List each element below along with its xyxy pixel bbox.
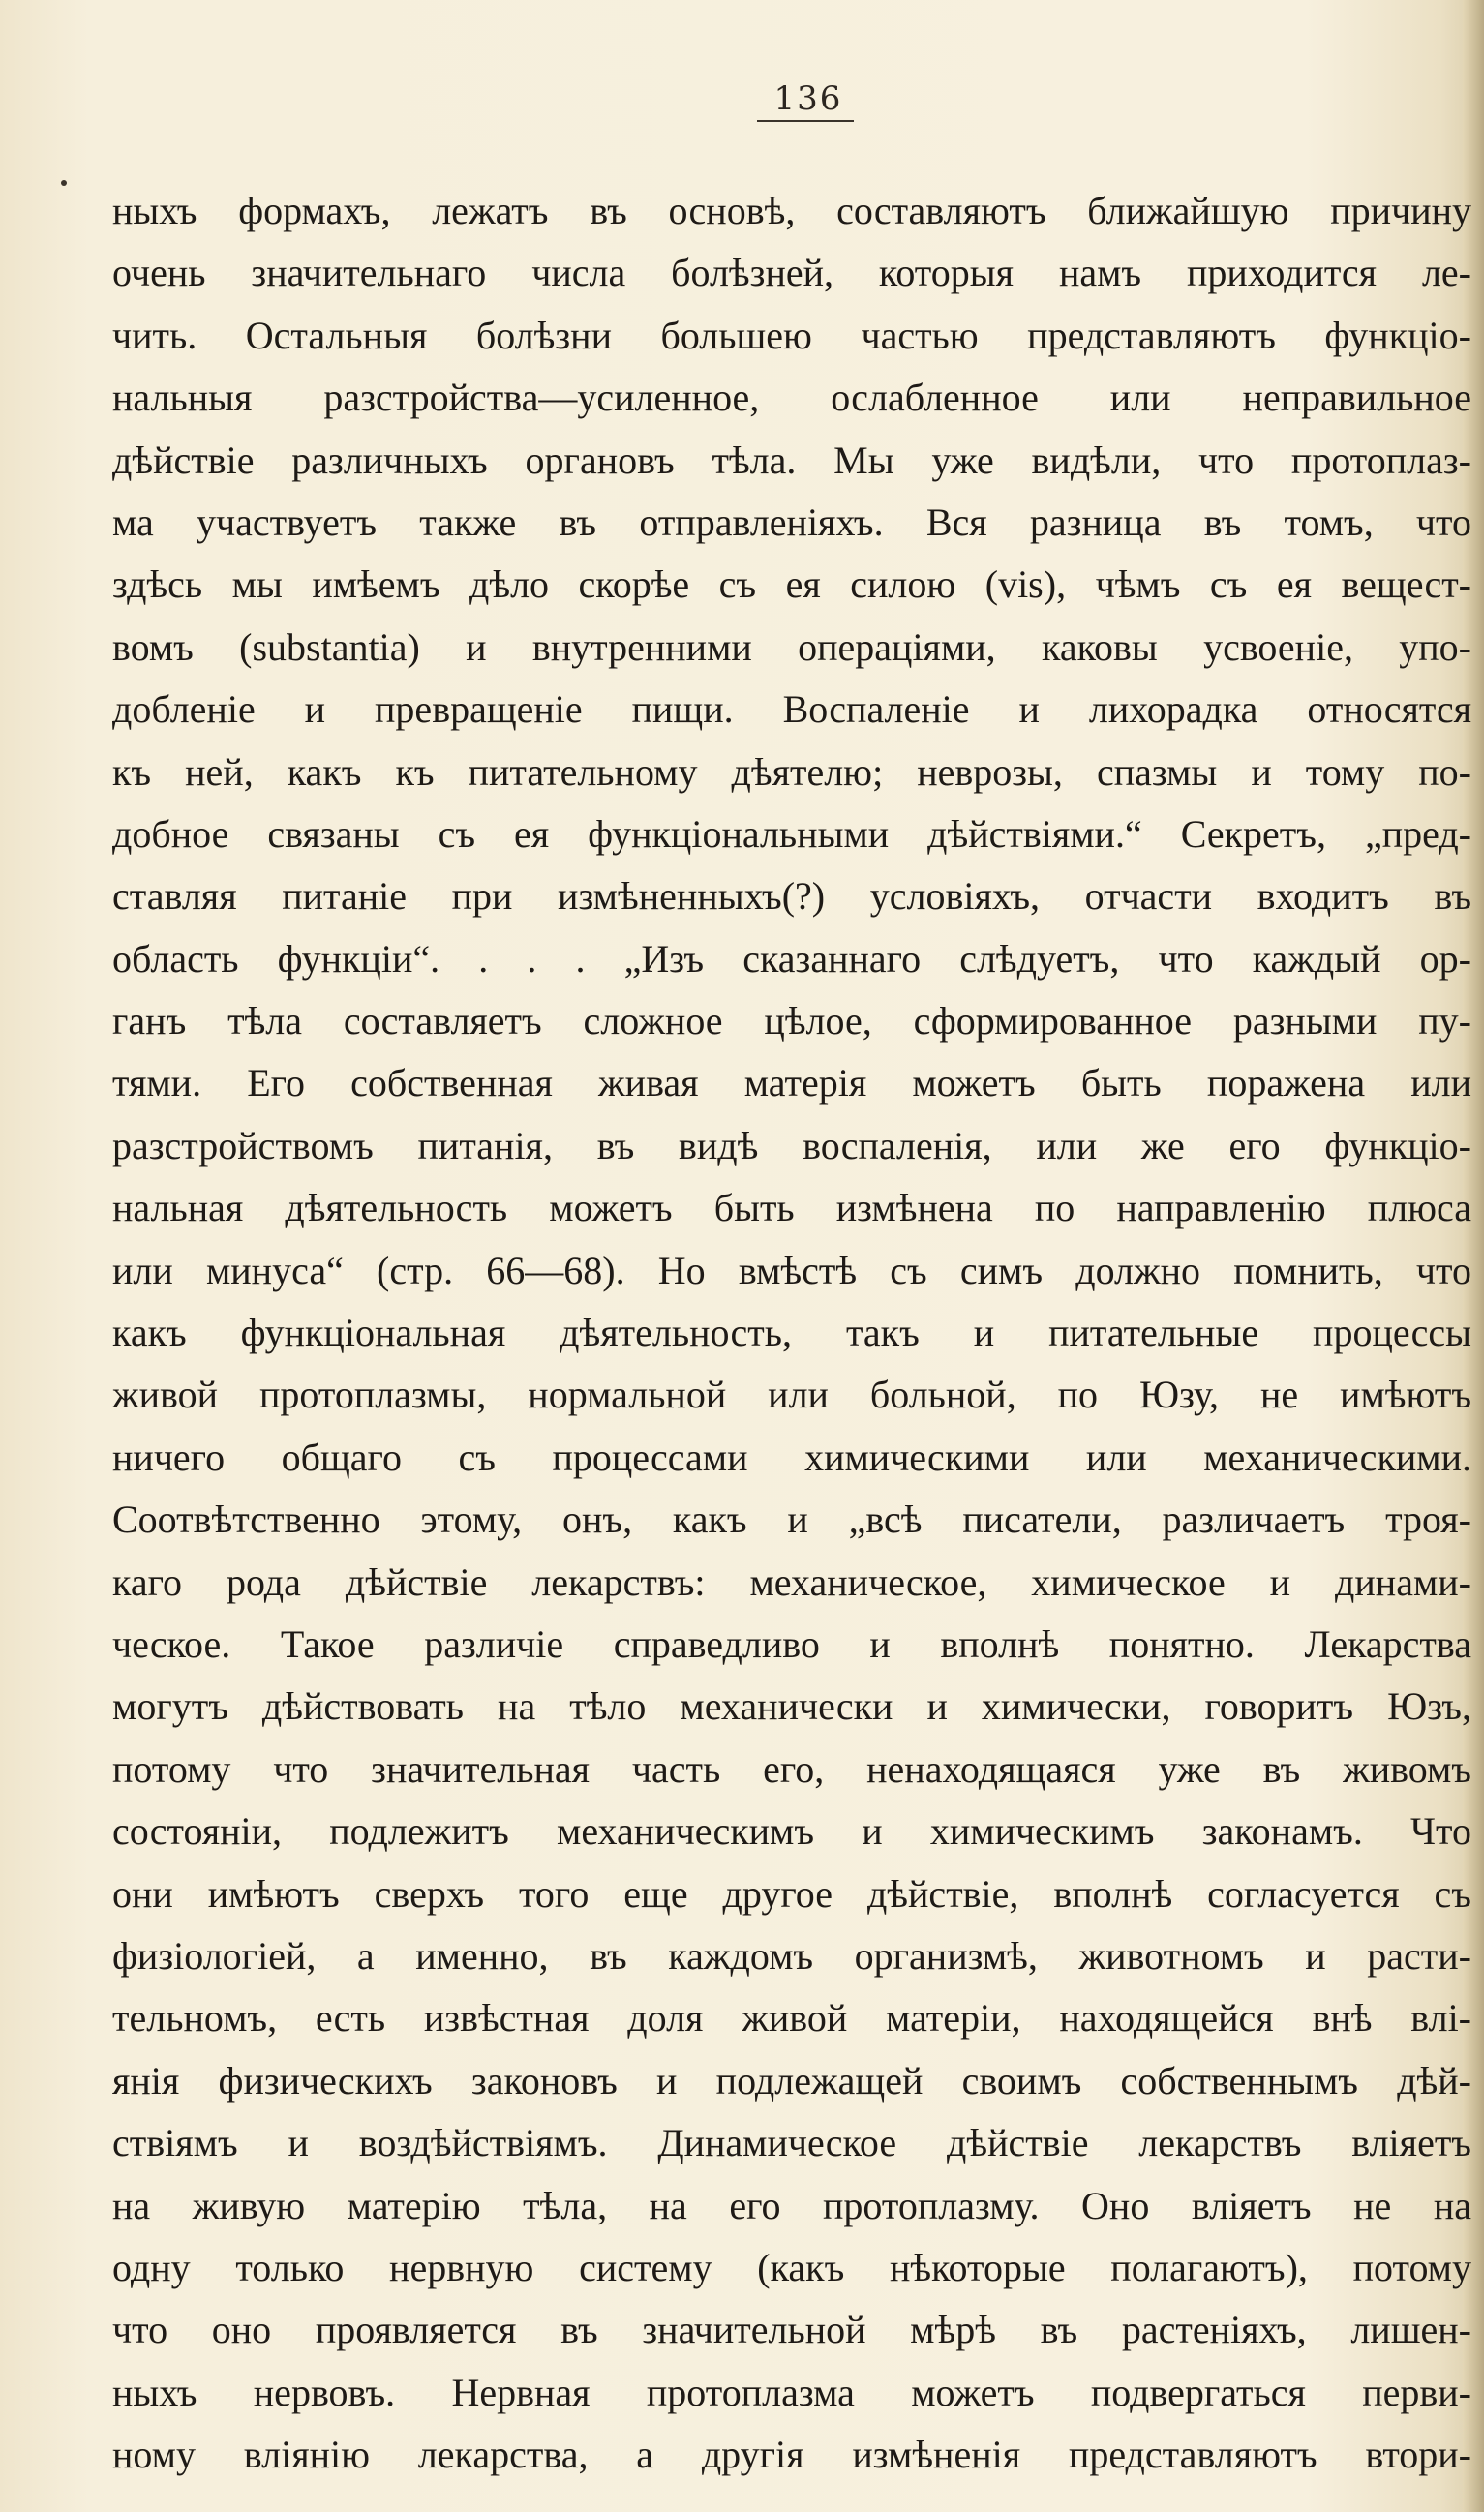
text-line-2: очень значительнаго числа болѣзней, которыя намъ приходится ле- xyxy=(112,251,1471,295)
text-line-3: чить. Остальныя болѣзни большею частью представляютъ функціо- xyxy=(112,313,1471,357)
text-line-9: добленіе и превращеніе пищи. Воспаленіе и лихорадка относятся xyxy=(112,687,1471,732)
text-line-19: какъ функціональная дѣятельность, такъ и питательные процессы xyxy=(112,1311,1471,1355)
text-line-37: ному вліянію лекарства, а другія измѣненія представляютъ втори- xyxy=(112,2433,1471,2477)
text-line-35: что оно проявляется въ значительной мѣрѣ въ растеніяхъ, лишен- xyxy=(112,2308,1471,2352)
text-line-20: живой протоплазмы, нормальной или больной, по Юзу, не имѣютъ xyxy=(112,1373,1471,1417)
text-line-21: ничего общаго съ процессами химическими или механическими. xyxy=(112,1435,1471,1479)
text-line-27: состояніи, подлежитъ механическимъ и химическимъ законамъ. Что xyxy=(112,1809,1471,1854)
page-number: 136 xyxy=(773,79,843,118)
text-line-28: они имѣютъ сверхъ того еще другое дѣйствіе, вполнѣ согласуется съ xyxy=(112,1871,1471,1916)
page-text-body xyxy=(112,180,1471,2486)
text-line-23: каго рода дѣйствіе лекарствъ: механическое, химическое и динами- xyxy=(112,1559,1471,1604)
text-line-34: одну только нервную систему (какъ нѣкоторые полагаютъ), потому xyxy=(112,2245,1471,2289)
text-line-10: къ ней, какъ къ питательному дѣятелю; неврозы, спазмы и тому по- xyxy=(112,749,1471,794)
text-line-7: здѣсь мы имѣемъ дѣло скорѣе съ ея силою (vis), чѣмъ съ ея вещест- xyxy=(112,562,1471,607)
text-line-1: ныхъ формахъ, лежатъ въ основѣ, составляютъ ближайшую причину xyxy=(112,189,1471,232)
text-line-16: разстройствомъ питанія, въ видѣ воспаленія, или же его функціо- xyxy=(112,1123,1471,1167)
text-line-18: или минуса“ (стр. 66—68). Но вмѣстѣ съ симъ должно помнить, что xyxy=(112,1248,1471,1292)
text-line-25: могутъ дѣйствовать на тѣло механически и химически, говоритъ Юзъ, xyxy=(112,1684,1471,1729)
text-line-11: добное связаны съ ея функціональными дѣйствіями.“ Секретъ, „пред- xyxy=(112,811,1471,856)
text-line-14: ганъ тѣла составляетъ сложное цѣлое, сформированное разными пу- xyxy=(112,999,1471,1044)
text-line-32: ствіямъ и воздѣйствіямъ. Динамическое дѣйствіе лекарствъ вліяетъ xyxy=(112,2121,1471,2165)
text-line-29: физіологіей, а именно, въ каждомъ организмѣ, животномъ и расти- xyxy=(112,1933,1471,1978)
text-line-12: ставляя питаніе при измѣненныхъ(?) условіяхъ, отчасти входитъ въ xyxy=(112,874,1471,919)
text-line-17: нальная дѣятельность можетъ быть измѣнена по направленію плюса xyxy=(112,1186,1471,1230)
text-line-22: Соотвѣтственно этому, онъ, какъ и „всѣ писатели, различаетъ троя- xyxy=(112,1498,1471,1542)
text-line-6: ма участвуетъ также въ отправленіяхъ. Вся разница въ томъ, что xyxy=(112,499,1471,544)
text-line-24: ческое. Такое различіе справедливо и вполнѣ понятно. Лекарства xyxy=(112,1621,1471,1666)
page-number-rule xyxy=(757,120,854,122)
text-line-26: потому что значительная часть его, ненаходящаяся уже въ живомъ xyxy=(112,1746,1471,1791)
text-line-8: вомъ (substantia) и внутренними операціями, каковы усвоеніе, упо- xyxy=(112,624,1471,669)
text-line-15: тями. Его собственная живая матерія можетъ быть поражена или xyxy=(112,1061,1471,1105)
text-line-31: янія физическихъ законовъ и подлежащей своимъ собственнымъ дѣй- xyxy=(112,2058,1471,2103)
margin-ink-mark xyxy=(61,180,67,186)
text-line-33: на живую матерію тѣла, на его протоплазму. Оно вліяетъ не на xyxy=(112,2183,1471,2227)
text-line-13: область функціи“. . . . „Изъ сказаннаго слѣдуетъ, что каждый ор- xyxy=(112,936,1471,981)
text-line-36: ныхъ нервовъ. Нервная протоплазма можетъ подвергаться перви- xyxy=(112,2370,1471,2414)
text-line-30: тельномъ, есть извѣстная доля живой матеріи, находящейся внѣ влі- xyxy=(112,1996,1471,2041)
text-line-5: дѣйствіе различныхъ органовъ тѣла. Мы уже видѣли, что протоплаз- xyxy=(112,438,1471,482)
text-line-4: нальныя разстройства—усиленное, ослабленное или неправильное xyxy=(112,376,1471,420)
